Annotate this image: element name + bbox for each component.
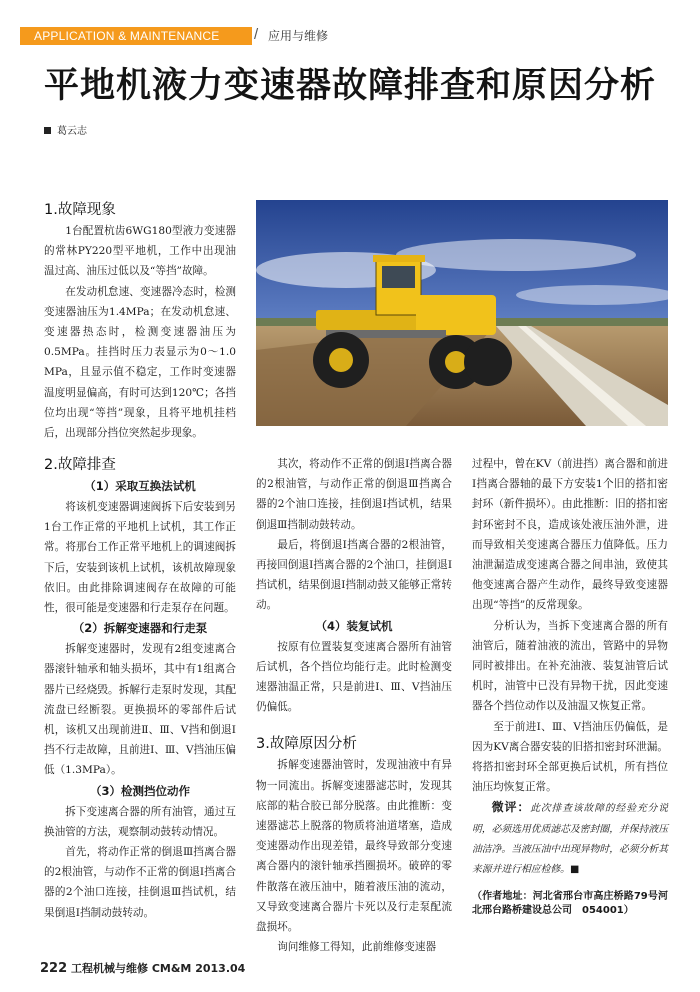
section-3-heading: 3.故障原因分析 bbox=[256, 736, 357, 753]
subheading-3: （3）检测挡位动作 bbox=[89, 783, 190, 798]
article-title: 平地机液力变速器故障排查和原因分析 bbox=[43, 66, 656, 106]
category-separator: / bbox=[254, 26, 259, 43]
section-2-heading: 2.故障排查 bbox=[44, 457, 116, 473]
paragraph: 分析认为，当拆下变速离合器的所有油管后，随着油液的流出，管路中的异物同时被排出。在补充油液、装复油管后试机时，油管中已没有异物干扰，因此变速器各个挡位动作以及油温又恢复正常。 bbox=[472, 619, 668, 713]
section-1 bbox=[44, 199, 236, 443]
author-bullet-icon bbox=[44, 127, 51, 134]
subheading-1: （1）采取互换法试机 bbox=[84, 479, 196, 493]
subheading-2: （2）拆解变速器和行走泵 bbox=[72, 621, 208, 636]
section-2-col2 bbox=[256, 454, 452, 957]
paragraph: 拆下变速离合器的所有油管，通过互换油管的方法，观察制动鼓转动情况。 bbox=[44, 805, 236, 838]
paragraph: 最后，将倒退Ⅰ挡离合器的2根油管，再接回倒退Ⅰ挡离合器的2个油口，挂倒退Ⅰ挡试机，结果倒退Ⅰ挡制动鼓又能够正常转动。 bbox=[256, 538, 452, 612]
section-3-col3 bbox=[472, 454, 668, 918]
paragraph: 1台配置杭齿6WG180型液力变速器的常林PY220型平地机，工作中出现油温过高、油压过低以及“等挡”故障。 bbox=[44, 225, 236, 278]
category-banner: APPLICATION & MAINTENANCE bbox=[20, 27, 252, 45]
paragraph: 拆解变速器时，发现有2组变速离合器滚针轴承和轴头损坏，其中有1组离合器片已经烧毁。拆解行走泵时发现，其配流盘已经断裂。更换损坏的零部件后试机，该机又出现前进Ⅱ、Ⅲ、Ⅴ挡和倒退Ⅰ挡不行走故障，且前进Ⅰ、Ⅲ、Ⅴ挡油压偏低（1.3MPa）。 bbox=[44, 643, 236, 777]
paragraph: 过程中，曾在KV（前进挡）离合器和前进Ⅰ挡离合器轴的最下方安装1个旧的搭扣密封环（新件损坏）。由此推断：旧的搭扣密封环密封不良，造成该处液压油外泄，进而导致相关变速离合器压力值降低。压力油泄漏造成变速离合器之间串油，致使其他变速离合器产生动作，最终导致变速器出现“等挡”的反常现象。 bbox=[472, 458, 668, 612]
paragraph: 至于前进Ⅰ、Ⅲ、Ⅴ挡油压仍偏低，是因为KV离合器安装的旧搭扣密封环泄漏。将搭扣密封环全部更换后试机，所有挡位油压均恢复正常。 bbox=[472, 720, 668, 794]
paragraph: 询问维修工得知，此前维修变速器 bbox=[277, 941, 437, 954]
paragraph: 按原有位置装复变速离合器所有油管后试机，各个挡位均能行走。此时检测变速器油温正常，只是前进Ⅰ、Ⅲ、Ⅴ挡油压仍偏低。 bbox=[256, 640, 452, 714]
paragraph: 首先，将动作正常的倒退Ⅲ挡离合器的2根油管，与动作不正常的倒退Ⅰ挡离合器的2个油口连接，挂倒退Ⅲ挡试机，结果倒退Ⅰ挡制动鼓转动。 bbox=[44, 846, 236, 919]
page-number: 222 bbox=[40, 961, 68, 976]
end-mark: ■ bbox=[569, 864, 580, 876]
motor-grader-illustration bbox=[256, 200, 668, 426]
author-address: （作者地址：河北省邢台市高庄桥路79号河北邢台路桥建设总公司 054001） bbox=[472, 891, 668, 917]
magazine-name: 工程机械与维修 CM&M 2013.04 bbox=[70, 962, 246, 975]
paragraph: 拆解变速器油管时，发现油液中有异物一同流出。拆解变速器滤芯时，发现其底部的粘合胶已部分脱落。由此推断：变速器滤芯上脱落的物质将油道堵塞，造成变速器动作出现差错，最终导致部分变速离合器内的滚针轴承挡圈损坏。破碎的零件散落在液压油中，随着液压油的流动，又导致变速离合器片卡死以及行走泵配流盘损坏。 bbox=[256, 759, 452, 934]
comment-label: 微评： bbox=[491, 800, 531, 815]
comment-text: 此次排查该故障的经验充分说明，必须选用优质滤芯及密封圈，并保持液压油洁净。当液压油中出现异物时，必须分析其来源并进行相应检修。 bbox=[472, 803, 668, 876]
paragraph: 其次，将动作不正常的倒退Ⅰ挡离合器的2根油管，与动作正常的倒退Ⅲ挡离合器的2个油口连接，挂倒退Ⅰ挡试机，结果倒退Ⅲ挡制动鼓转动。 bbox=[256, 458, 452, 531]
author-line bbox=[44, 122, 87, 137]
paragraph: 将该机变速器调速阀拆下后安装到另1台工作正常的平地机上试机，其工作正常。将那台工作正常平地机上的调速阀拆下后，安装到该机上试机，该机故障现象依旧。由此排除调速阀存在故障的可能性，很可能是变速器和行走泵存在问题。 bbox=[44, 501, 236, 615]
author-name: 葛云志 bbox=[57, 126, 87, 137]
comment-block bbox=[472, 797, 668, 880]
category-cn: 应用与维修 bbox=[268, 29, 329, 43]
subheading-4: （4）装复试机 bbox=[315, 618, 393, 633]
motor-grader-photo bbox=[256, 200, 668, 426]
section-2-col1 bbox=[44, 454, 236, 923]
paragraph: 在发动机怠速、变速器冷态时，检测变速器油压为1.4MPa；在发动机怠速、变速器热态时，检测变速器油压为0.5MPa。挂挡时压力表显示为0～1.0 MPa，且显示值不稳定，工作时变速器温度明显偏高，有时可达到120℃；各挡位均出现“等挡”现象，且将平地机挂档后，出现部分挡位突然起步现象。 bbox=[44, 285, 236, 440]
page-footer bbox=[40, 960, 245, 976]
section-1-heading: 1.故障现象 bbox=[44, 202, 116, 218]
